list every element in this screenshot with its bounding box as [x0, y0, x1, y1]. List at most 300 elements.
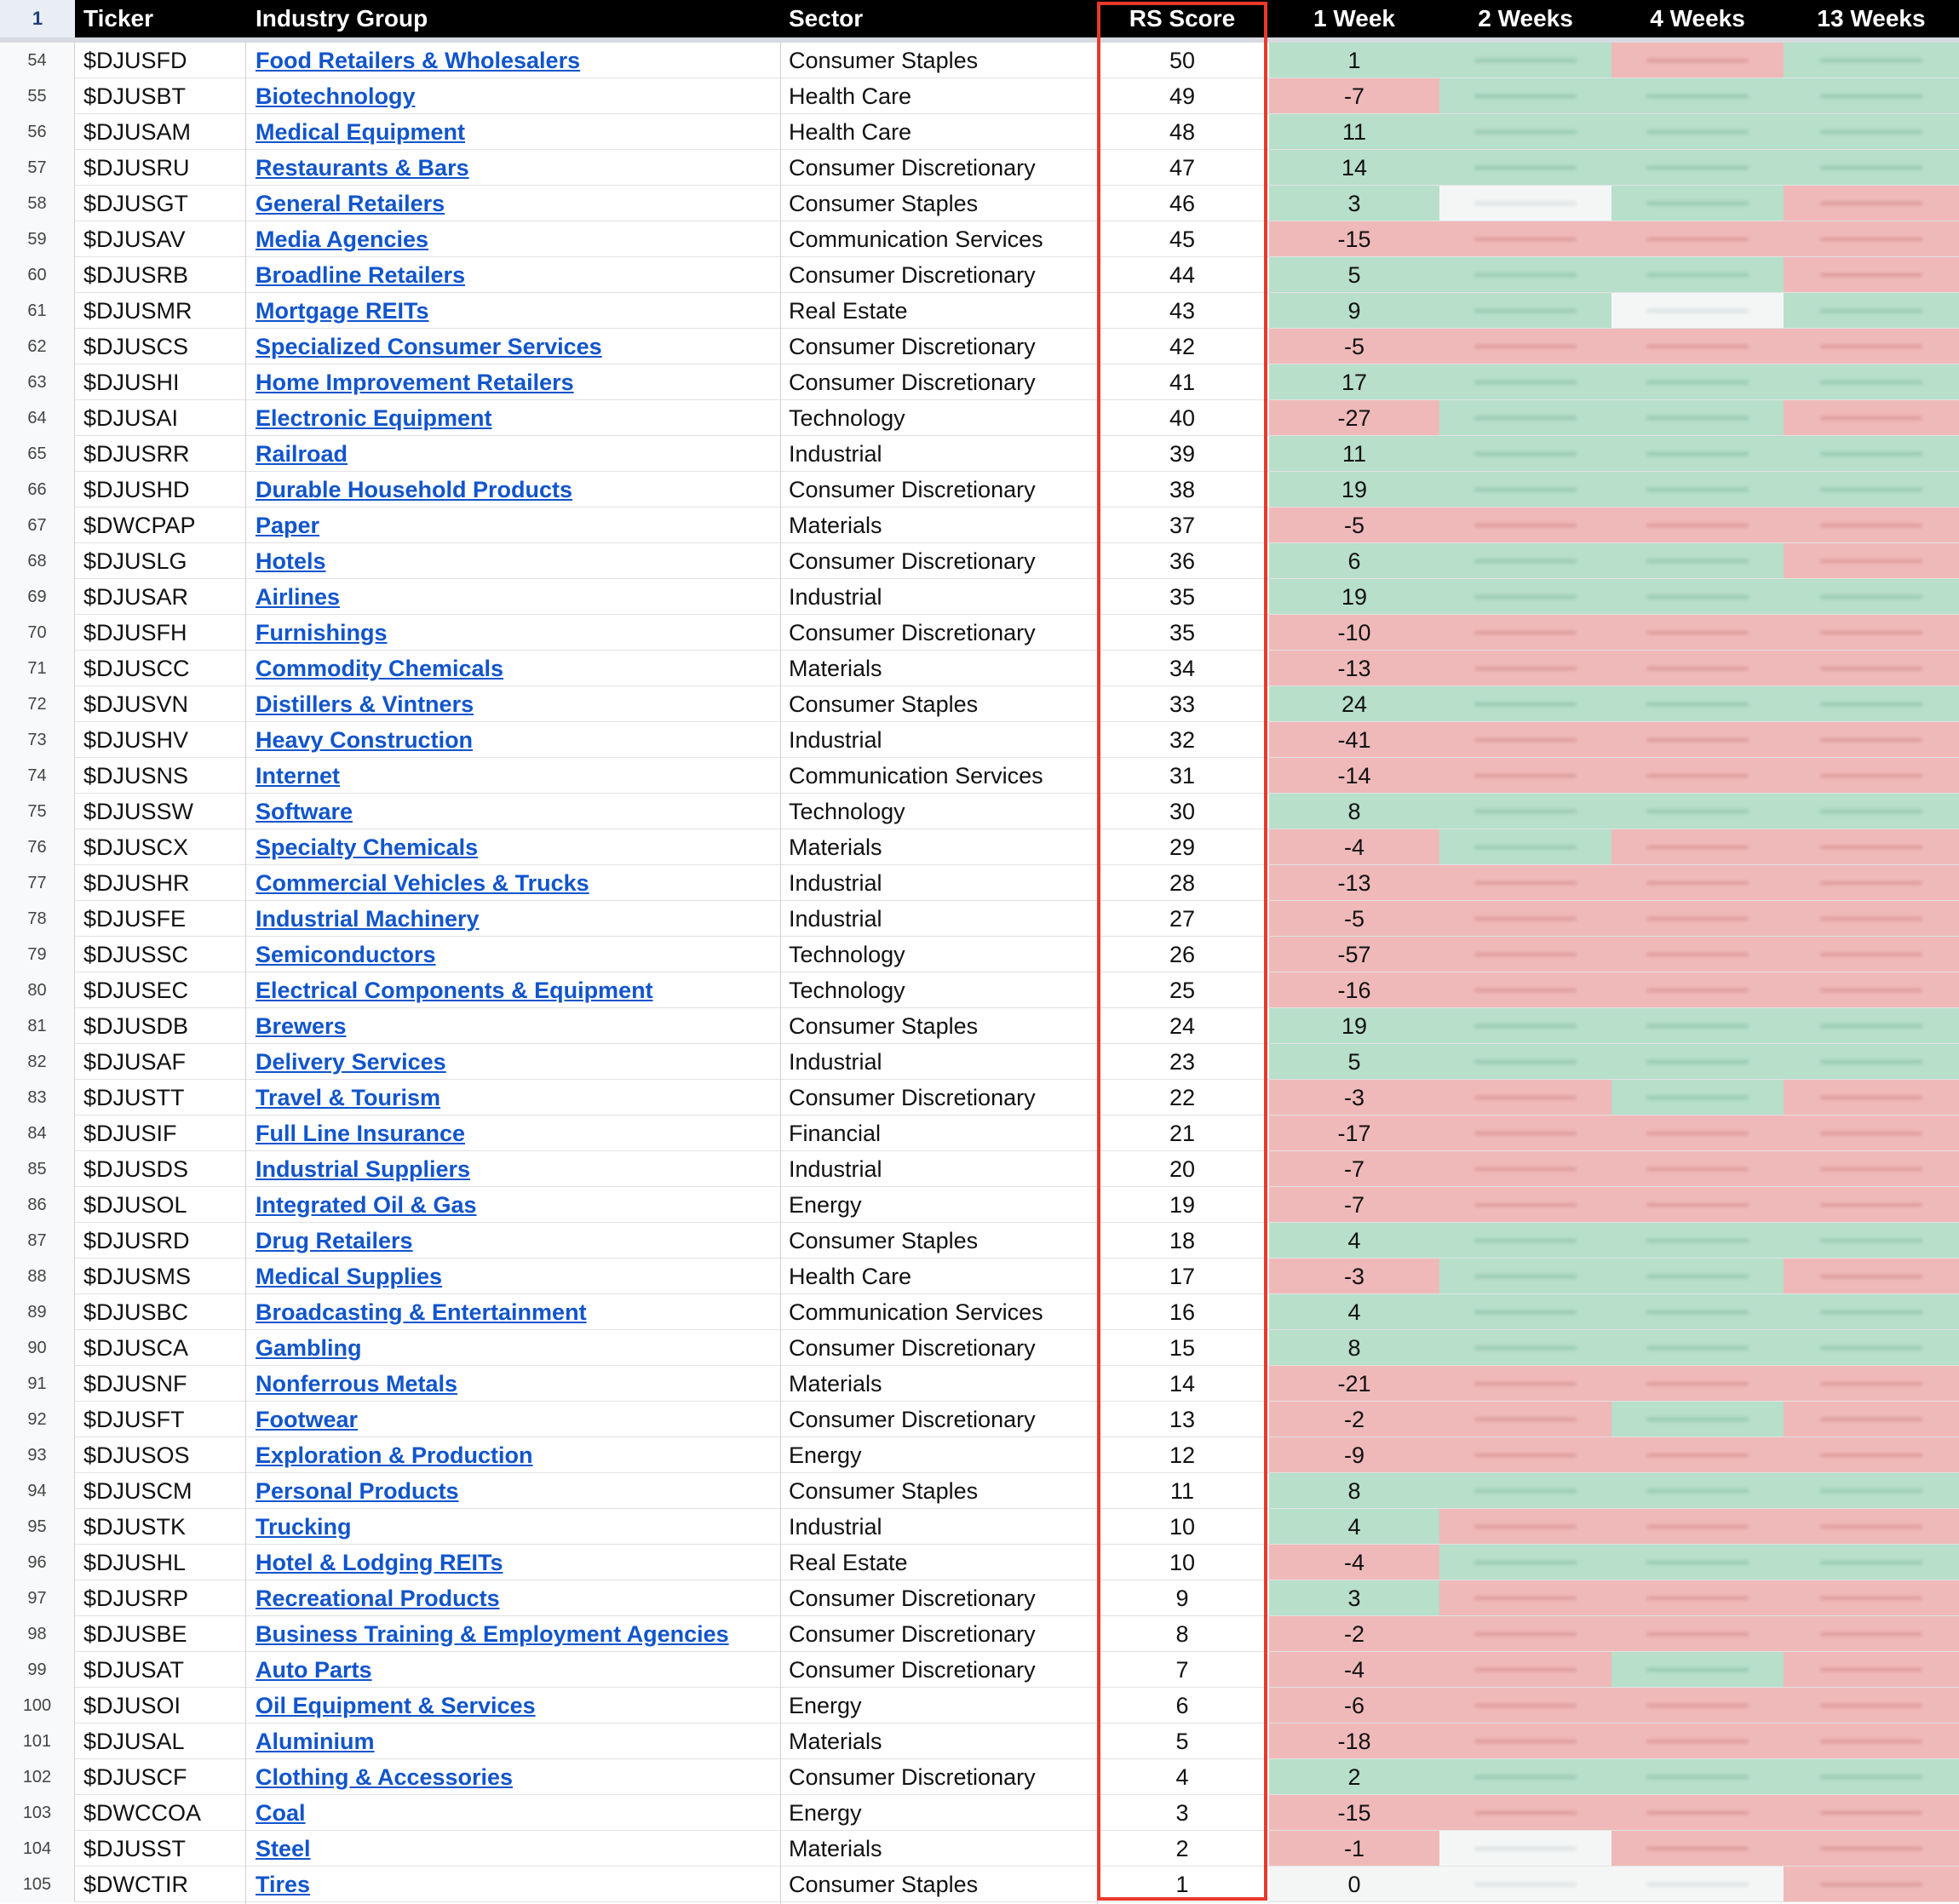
4-weeks-cell[interactable]: [1611, 114, 1784, 149]
sector-cell[interactable]: Energy: [789, 1192, 862, 1218]
ticker-cell[interactable]: $DJUSHV: [83, 727, 189, 753]
1-week-cell[interactable]: 11: [1341, 119, 1367, 145]
4-weeks-cell[interactable]: [1611, 1366, 1784, 1401]
row-number[interactable]: 58: [0, 186, 75, 221]
industry-group-cell[interactable]: [256, 1115, 775, 1151]
4-weeks-cell[interactable]: [1611, 508, 1784, 542]
1-week-cell[interactable]: -5: [1343, 906, 1364, 932]
industry-group-cell[interactable]: [256, 221, 775, 257]
rs-score-cell[interactable]: 33: [1169, 691, 1196, 717]
industry-group-cell[interactable]: [256, 436, 775, 472]
4-weeks-cell[interactable]: [1611, 1545, 1784, 1580]
13-weeks-cell[interactable]: [1784, 937, 1959, 972]
ticker-cell[interactable]: $DJUSHI: [83, 370, 180, 395]
row-number[interactable]: 83: [0, 1080, 75, 1115]
industry-group-link[interactable]: Industrial Machinery: [256, 906, 480, 932]
13-weeks-cell[interactable]: [1784, 1151, 1959, 1186]
sector-cell[interactable]: Industrial: [789, 1049, 882, 1075]
sector-cell[interactable]: Consumer Staples: [789, 48, 979, 73]
industry-group-cell[interactable]: [256, 1294, 775, 1330]
industry-group-link[interactable]: Recreational Products: [256, 1586, 500, 1611]
ticker-cell[interactable]: $DJUSBE: [83, 1621, 187, 1647]
13-weeks-cell[interactable]: [1784, 1616, 1959, 1651]
13-weeks-cell[interactable]: [1784, 1044, 1959, 1079]
13-weeks-cell[interactable]: [1784, 758, 1959, 793]
sector-cell[interactable]: Industrial: [789, 727, 882, 753]
table-row[interactable]: [0, 1652, 1959, 1688]
rs-score-cell[interactable]: 16: [1169, 1299, 1196, 1325]
2-weeks-cell[interactable]: [1439, 1366, 1611, 1401]
2-weeks-cell[interactable]: [1439, 508, 1611, 542]
table-row[interactable]: [0, 1688, 1959, 1723]
header-13-weeks[interactable]: 13 Weeks: [1817, 5, 1926, 32]
rs-score-cell[interactable]: 1: [1175, 1872, 1189, 1897]
industry-group-link[interactable]: Nonferrous Metals: [256, 1371, 458, 1396]
sector-cell[interactable]: Consumer Staples: [789, 691, 979, 717]
industry-group-link[interactable]: Full Line Insurance: [256, 1121, 466, 1146]
2-weeks-cell[interactable]: [1439, 1652, 1611, 1687]
sector-cell[interactable]: Materials: [789, 1836, 882, 1861]
13-weeks-cell[interactable]: [1784, 1366, 1959, 1401]
ticker-cell[interactable]: $DJUSRB: [83, 262, 189, 288]
sector-cell[interactable]: Consumer Staples: [789, 1478, 979, 1504]
1-week-cell[interactable]: -16: [1337, 978, 1371, 1003]
13-weeks-cell[interactable]: [1784, 1115, 1959, 1150]
13-weeks-cell[interactable]: [1784, 150, 1959, 185]
4-weeks-cell[interactable]: [1611, 901, 1784, 936]
13-weeks-cell[interactable]: [1784, 1867, 1959, 1901]
sector-cell[interactable]: Health Care: [789, 83, 912, 109]
sector-cell[interactable]: Consumer Discretionary: [789, 1407, 1036, 1432]
13-weeks-cell[interactable]: [1784, 329, 1959, 364]
header-1-week[interactable]: 1 Week: [1313, 5, 1395, 32]
table-row[interactable]: [0, 758, 1959, 794]
industry-group-link[interactable]: Gambling: [256, 1335, 362, 1361]
1-week-cell[interactable]: -4: [1343, 834, 1364, 860]
industry-group-link[interactable]: Coal: [256, 1800, 306, 1826]
industry-group-cell[interactable]: [256, 579, 775, 615]
4-weeks-cell[interactable]: [1611, 1723, 1784, 1758]
sector-cell[interactable]: Consumer Discretionary: [789, 1085, 1036, 1110]
row-number[interactable]: 62: [0, 329, 75, 364]
2-weeks-cell[interactable]: [1439, 1402, 1611, 1437]
4-weeks-cell[interactable]: [1611, 722, 1784, 757]
table-row[interactable]: [0, 1580, 1959, 1616]
rs-score-cell[interactable]: 17: [1169, 1264, 1196, 1289]
sector-cell[interactable]: Industrial: [789, 584, 882, 610]
13-weeks-cell[interactable]: [1784, 1759, 1959, 1794]
table-row[interactable]: [0, 1437, 1959, 1473]
row-number[interactable]: 65: [0, 436, 75, 472]
ticker-cell[interactable]: $DJUSCC: [83, 656, 190, 681]
sector-cell[interactable]: Consumer Staples: [789, 1872, 979, 1897]
industry-group-link[interactable]: Medical Supplies: [256, 1264, 443, 1289]
2-weeks-cell[interactable]: [1439, 221, 1611, 256]
ticker-cell[interactable]: $DJUSRD: [83, 1228, 190, 1253]
row-number[interactable]: 85: [0, 1151, 75, 1187]
sector-cell[interactable]: Consumer Discretionary: [789, 1657, 1036, 1683]
sector-cell[interactable]: Consumer Discretionary: [789, 477, 1036, 502]
sector-cell[interactable]: Energy: [789, 1442, 862, 1468]
row-number[interactable]: 103: [0, 1795, 75, 1831]
table-row[interactable]: [0, 1008, 1959, 1044]
rs-score-cell[interactable]: 43: [1169, 298, 1196, 324]
1-week-cell[interactable]: 6: [1347, 548, 1361, 574]
industry-group-link[interactable]: Travel & Tourism: [256, 1085, 441, 1110]
13-weeks-cell[interactable]: [1784, 1652, 1959, 1687]
sector-cell[interactable]: Technology: [789, 799, 905, 824]
industry-group-link[interactable]: Integrated Oil & Gas: [256, 1192, 477, 1218]
4-weeks-cell[interactable]: [1611, 758, 1784, 793]
rs-score-cell[interactable]: 19: [1169, 1192, 1196, 1218]
2-weeks-cell[interactable]: [1439, 1545, 1611, 1580]
ticker-cell[interactable]: $DJUSGT: [83, 191, 189, 216]
row-number[interactable]: 92: [0, 1402, 75, 1437]
table-row[interactable]: [0, 1723, 1959, 1759]
ticker-cell[interactable]: $DJUSVN: [83, 691, 189, 717]
13-weeks-cell[interactable]: [1784, 829, 1959, 864]
ticker-cell[interactable]: $DJUSAR: [83, 584, 189, 610]
ticker-cell[interactable]: $DJUSAM: [83, 119, 192, 145]
sector-cell[interactable]: Consumer Discretionary: [789, 1764, 1036, 1790]
rs-score-cell[interactable]: 18: [1169, 1228, 1196, 1253]
1-week-cell[interactable]: -57: [1337, 942, 1371, 967]
4-weeks-cell[interactable]: [1611, 472, 1784, 507]
sector-cell[interactable]: Communication Services: [789, 1299, 1043, 1325]
industry-group-cell[interactable]: [256, 1008, 775, 1044]
table-row[interactable]: [0, 543, 1959, 579]
industry-group-link[interactable]: Oil Equipment & Services: [256, 1693, 536, 1718]
rs-score-cell[interactable]: 11: [1169, 1478, 1195, 1504]
13-weeks-cell[interactable]: [1784, 1795, 1959, 1830]
industry-group-cell[interactable]: [256, 1366, 775, 1402]
table-row[interactable]: [0, 651, 1959, 686]
sector-cell[interactable]: Health Care: [789, 1264, 912, 1289]
row-number[interactable]: 69: [0, 579, 75, 615]
industry-group-link[interactable]: Railroad: [256, 441, 348, 467]
industry-group-link[interactable]: Brewers: [256, 1013, 347, 1039]
table-row[interactable]: [0, 686, 1959, 722]
row-number[interactable]: 79: [0, 937, 75, 972]
1-week-cell[interactable]: 4: [1347, 1299, 1361, 1325]
4-weeks-cell[interactable]: [1611, 1044, 1784, 1079]
industry-group-cell[interactable]: [256, 615, 775, 651]
table-row[interactable]: [0, 329, 1959, 364]
rs-score-cell[interactable]: 46: [1169, 191, 1196, 216]
1-week-cell[interactable]: 19: [1341, 477, 1368, 502]
2-weeks-cell[interactable]: [1439, 293, 1611, 328]
row-number[interactable]: 73: [0, 722, 75, 758]
industry-group-cell[interactable]: [256, 758, 775, 794]
ticker-cell[interactable]: $DJUSCM: [83, 1478, 192, 1504]
2-weeks-cell[interactable]: [1439, 651, 1611, 685]
sector-cell[interactable]: Materials: [789, 513, 882, 538]
row-number[interactable]: 60: [0, 257, 75, 293]
4-weeks-cell[interactable]: [1611, 1652, 1784, 1687]
industry-group-link[interactable]: Commercial Vehicles & Trucks: [256, 870, 589, 896]
sector-cell[interactable]: Technology: [789, 978, 905, 1003]
header-2-weeks[interactable]: 2 Weeks: [1478, 5, 1573, 32]
ticker-cell[interactable]: $DJUSOI: [83, 1693, 181, 1718]
table-row[interactable]: [0, 972, 1959, 1008]
table-row[interactable]: [0, 937, 1959, 972]
industry-group-link[interactable]: Distillers & Vintners: [256, 691, 474, 717]
row-number[interactable]: 101: [0, 1723, 75, 1759]
rs-score-cell[interactable]: 41: [1169, 370, 1196, 395]
header-industry-group[interactable]: Industry Group: [256, 5, 428, 32]
rs-score-cell[interactable]: 49: [1169, 83, 1196, 109]
row-number[interactable]: 86: [0, 1187, 75, 1223]
2-weeks-cell[interactable]: [1439, 829, 1611, 864]
1-week-cell[interactable]: 0: [1347, 1872, 1361, 1897]
ticker-cell[interactable]: $DJUSCA: [83, 1335, 189, 1361]
sector-cell[interactable]: Consumer Discretionary: [789, 620, 1036, 645]
table-row[interactable]: [0, 43, 1959, 78]
rs-score-cell[interactable]: 24: [1169, 1013, 1196, 1039]
row-number[interactable]: 66: [0, 472, 75, 508]
4-weeks-cell[interactable]: [1611, 186, 1784, 221]
sector-cell[interactable]: Materials: [789, 1371, 882, 1396]
2-weeks-cell[interactable]: [1439, 1831, 1611, 1866]
1-week-cell[interactable]: -7: [1343, 83, 1364, 109]
rs-score-cell[interactable]: 35: [1169, 620, 1196, 645]
13-weeks-cell[interactable]: [1784, 1330, 1959, 1365]
2-weeks-cell[interactable]: [1439, 1008, 1611, 1043]
header-row-number[interactable]: 1: [0, 0, 75, 37]
industry-group-cell[interactable]: [256, 1652, 775, 1688]
4-weeks-cell[interactable]: [1611, 1080, 1784, 1115]
ticker-cell[interactable]: $DJUSAL: [83, 1729, 185, 1754]
rs-score-cell[interactable]: 21: [1169, 1121, 1196, 1146]
4-weeks-cell[interactable]: [1611, 651, 1784, 685]
industry-group-link[interactable]: Food Retailers & Wholesalers: [256, 48, 581, 73]
industry-group-link[interactable]: Broadline Retailers: [256, 262, 466, 288]
1-week-cell[interactable]: -9: [1343, 1442, 1364, 1468]
row-number[interactable]: 74: [0, 758, 75, 794]
rs-score-cell[interactable]: 8: [1175, 1621, 1189, 1647]
13-weeks-cell[interactable]: [1784, 1402, 1959, 1437]
rs-score-cell[interactable]: 45: [1169, 227, 1196, 252]
rs-score-cell[interactable]: 48: [1169, 119, 1196, 145]
ticker-cell[interactable]: $DJUSNS: [83, 763, 189, 789]
industry-group-cell[interactable]: [256, 1831, 775, 1867]
13-weeks-cell[interactable]: [1784, 1223, 1959, 1258]
industry-group-link[interactable]: Trucking: [256, 1514, 352, 1540]
row-number[interactable]: 57: [0, 150, 75, 186]
13-weeks-cell[interactable]: [1784, 1688, 1959, 1723]
industry-group-cell[interactable]: [256, 901, 775, 937]
rs-score-cell[interactable]: 31: [1169, 763, 1196, 789]
industry-group-cell[interactable]: [256, 1509, 775, 1545]
rs-score-cell[interactable]: 9: [1175, 1586, 1189, 1611]
4-weeks-cell[interactable]: [1611, 293, 1784, 328]
1-week-cell[interactable]: -41: [1337, 727, 1371, 753]
2-weeks-cell[interactable]: [1439, 436, 1611, 471]
4-weeks-cell[interactable]: [1611, 43, 1784, 77]
table-row[interactable]: [0, 865, 1959, 901]
ticker-cell[interactable]: $DJUSAF: [83, 1049, 187, 1075]
1-week-cell[interactable]: -7: [1343, 1156, 1364, 1182]
ticker-cell[interactable]: $DJUSST: [83, 1836, 187, 1861]
1-week-cell[interactable]: -4: [1343, 1657, 1364, 1683]
1-week-cell[interactable]: -18: [1337, 1729, 1371, 1754]
rs-score-cell[interactable]: 22: [1169, 1085, 1196, 1110]
row-number[interactable]: 54: [0, 43, 75, 78]
industry-group-cell[interactable]: [256, 1688, 775, 1723]
rs-score-cell[interactable]: 47: [1169, 155, 1196, 181]
1-week-cell[interactable]: -13: [1337, 870, 1371, 896]
industry-group-cell[interactable]: [256, 1759, 775, 1795]
table-row[interactable]: [0, 1080, 1959, 1115]
2-weeks-cell[interactable]: [1439, 1795, 1611, 1830]
4-weeks-cell[interactable]: [1611, 1580, 1784, 1615]
sector-cell[interactable]: Materials: [789, 1729, 882, 1754]
industry-group-cell[interactable]: [256, 543, 775, 579]
industry-group-cell[interactable]: [256, 651, 775, 686]
row-number[interactable]: 100: [0, 1688, 75, 1723]
sector-cell[interactable]: Consumer Discretionary: [789, 370, 1036, 395]
1-week-cell[interactable]: -2: [1343, 1621, 1364, 1647]
sector-cell[interactable]: Communication Services: [789, 227, 1043, 252]
1-week-cell[interactable]: 4: [1347, 1514, 1361, 1540]
table-row[interactable]: [0, 436, 1959, 472]
ticker-cell[interactable]: $DJUSRP: [83, 1586, 189, 1611]
13-weeks-cell[interactable]: [1784, 1580, 1959, 1615]
2-weeks-cell[interactable]: [1439, 794, 1611, 829]
2-weeks-cell[interactable]: [1439, 901, 1611, 936]
ticker-cell[interactable]: $DJUSIF: [83, 1121, 177, 1146]
4-weeks-cell[interactable]: [1611, 1008, 1784, 1043]
industry-group-cell[interactable]: [256, 186, 775, 221]
industry-group-link[interactable]: Hotels: [256, 548, 326, 574]
13-weeks-cell[interactable]: [1784, 1509, 1959, 1544]
2-weeks-cell[interactable]: [1439, 686, 1611, 721]
table-row[interactable]: [0, 1330, 1959, 1366]
13-weeks-cell[interactable]: [1784, 78, 1959, 113]
4-weeks-cell[interactable]: [1611, 1831, 1784, 1866]
row-number[interactable]: 98: [0, 1616, 75, 1652]
1-week-cell[interactable]: 2: [1347, 1764, 1361, 1790]
1-week-cell[interactable]: -3: [1343, 1085, 1364, 1110]
2-weeks-cell[interactable]: [1439, 329, 1611, 364]
2-weeks-cell[interactable]: [1439, 972, 1611, 1007]
table-row[interactable]: [0, 400, 1959, 436]
2-weeks-cell[interactable]: [1439, 186, 1611, 221]
sector-cell[interactable]: Consumer Discretionary: [789, 1335, 1036, 1361]
2-weeks-cell[interactable]: [1439, 1867, 1611, 1901]
industry-group-cell[interactable]: [256, 1080, 775, 1115]
row-number[interactable]: 95: [0, 1509, 75, 1545]
13-weeks-cell[interactable]: [1784, 651, 1959, 685]
ticker-cell[interactable]: $DJUSLG: [83, 548, 187, 574]
table-row[interactable]: [0, 1831, 1959, 1867]
13-weeks-cell[interactable]: [1784, 43, 1959, 77]
industry-group-link[interactable]: Specialty Chemicals: [256, 834, 479, 860]
industry-group-link[interactable]: Medical Equipment: [256, 119, 466, 145]
rs-score-cell[interactable]: 32: [1169, 727, 1196, 753]
sector-cell[interactable]: Consumer Staples: [789, 1013, 979, 1039]
industry-group-cell[interactable]: [256, 1259, 775, 1294]
rs-score-cell[interactable]: 5: [1175, 1729, 1189, 1754]
rs-score-cell[interactable]: 29: [1169, 834, 1196, 860]
industry-group-link[interactable]: Personal Products: [256, 1478, 459, 1504]
rs-score-cell[interactable]: 44: [1169, 262, 1196, 288]
row-number[interactable]: 75: [0, 794, 75, 829]
4-weeks-cell[interactable]: [1611, 1402, 1784, 1437]
13-weeks-cell[interactable]: [1784, 1723, 1959, 1758]
1-week-cell[interactable]: 1: [1347, 48, 1361, 73]
2-weeks-cell[interactable]: [1439, 1616, 1611, 1651]
1-week-cell[interactable]: 19: [1341, 1013, 1368, 1039]
sector-cell[interactable]: Consumer Discretionary: [789, 262, 1036, 288]
industry-group-cell[interactable]: [256, 43, 775, 78]
4-weeks-cell[interactable]: [1611, 865, 1784, 900]
13-weeks-cell[interactable]: [1784, 508, 1959, 542]
13-weeks-cell[interactable]: [1784, 615, 1959, 650]
4-weeks-cell[interactable]: [1611, 1437, 1784, 1472]
industry-group-link[interactable]: Mortgage REITs: [256, 298, 429, 324]
industry-group-link[interactable]: Steel: [256, 1836, 311, 1861]
13-weeks-cell[interactable]: [1784, 1473, 1959, 1508]
4-weeks-cell[interactable]: [1611, 686, 1784, 721]
2-weeks-cell[interactable]: [1439, 1080, 1611, 1115]
13-weeks-cell[interactable]: [1784, 1294, 1959, 1329]
1-week-cell[interactable]: 8: [1347, 799, 1361, 824]
2-weeks-cell[interactable]: [1439, 1330, 1611, 1365]
13-weeks-cell[interactable]: [1784, 722, 1959, 757]
industry-group-link[interactable]: Internet: [256, 763, 341, 789]
4-weeks-cell[interactable]: [1611, 364, 1784, 399]
row-number[interactable]: 97: [0, 1580, 75, 1616]
rs-score-cell[interactable]: 20: [1169, 1156, 1196, 1182]
industry-group-cell[interactable]: [256, 293, 775, 329]
row-number[interactable]: 102: [0, 1759, 75, 1795]
4-weeks-cell[interactable]: [1611, 972, 1784, 1007]
4-weeks-cell[interactable]: [1611, 150, 1784, 185]
ticker-cell[interactable]: $DJUSAV: [83, 227, 186, 252]
rs-score-cell[interactable]: 39: [1169, 441, 1196, 467]
table-row[interactable]: [0, 794, 1959, 829]
2-weeks-cell[interactable]: [1439, 1473, 1611, 1508]
1-week-cell[interactable]: -15: [1337, 1800, 1371, 1826]
rs-score-cell[interactable]: 14: [1169, 1371, 1196, 1396]
ticker-cell[interactable]: $DJUSEC: [83, 978, 189, 1003]
table-row[interactable]: [0, 1259, 1959, 1294]
13-weeks-cell[interactable]: [1784, 257, 1959, 292]
row-number[interactable]: 64: [0, 400, 75, 436]
13-weeks-cell[interactable]: [1784, 1437, 1959, 1472]
ticker-cell[interactable]: $DJUSSC: [83, 942, 189, 967]
table-row[interactable]: [0, 1187, 1959, 1223]
4-weeks-cell[interactable]: [1611, 1509, 1784, 1544]
1-week-cell[interactable]: 5: [1347, 1049, 1361, 1075]
ticker-cell[interactable]: $DJUSCX: [83, 834, 189, 860]
13-weeks-cell[interactable]: [1784, 436, 1959, 471]
rs-score-cell[interactable]: 38: [1169, 477, 1196, 502]
industry-group-link[interactable]: Semiconductors: [256, 942, 436, 967]
row-number[interactable]: 61: [0, 293, 75, 329]
1-week-cell[interactable]: 11: [1341, 441, 1367, 467]
13-weeks-cell[interactable]: [1784, 472, 1959, 507]
13-weeks-cell[interactable]: [1784, 186, 1959, 221]
1-week-cell[interactable]: -17: [1337, 1121, 1371, 1146]
rs-score-cell[interactable]: 23: [1169, 1049, 1196, 1075]
4-weeks-cell[interactable]: [1611, 1115, 1784, 1150]
table-row[interactable]: [0, 221, 1959, 257]
sector-cell[interactable]: Real Estate: [789, 1550, 908, 1575]
13-weeks-cell[interactable]: [1784, 293, 1959, 328]
table-row[interactable]: [0, 1509, 1959, 1545]
